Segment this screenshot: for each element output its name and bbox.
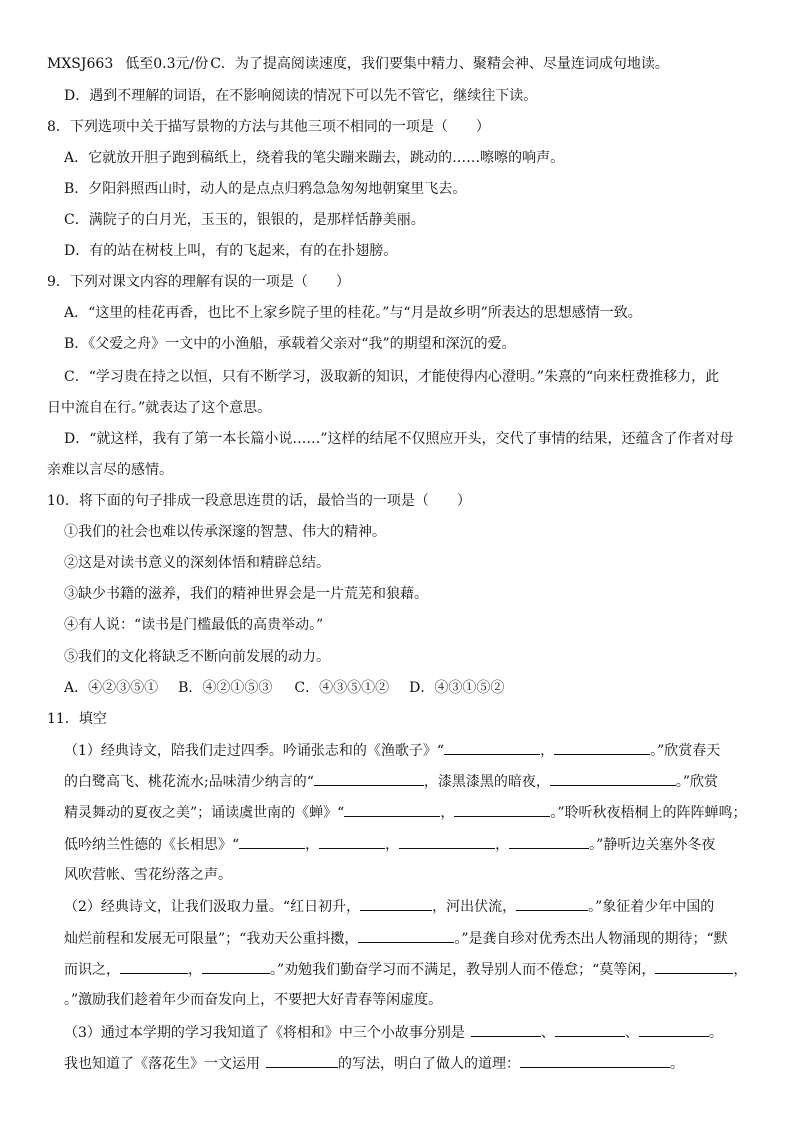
q10-sentence-4: ④有人说：“读书是门槛最低的高贵举动。” [64, 617, 324, 633]
q8-stem: 8．下列选项中关于描写景物的方法与其他三项不相同的一项是（ ） [47, 119, 490, 135]
q7-option-c: C．为了提高阅读速度，我们要集中精力、聚精会神、尽量连词成句地读。 [210, 56, 669, 72]
text: 我也知道了《落花生》一文运用 [64, 1056, 260, 1072]
text: 。”是龚自珍对优秀杰出人物涌现的期待；“默 [454, 931, 728, 947]
q11-p2-line1 [64, 896, 714, 917]
text: ， [188, 962, 202, 978]
text: 。 [670, 1056, 684, 1072]
q11-p2-line4 [64, 990, 442, 1010]
answer-blank[interactable] [444, 740, 540, 755]
answer-blank[interactable] [520, 1053, 670, 1068]
q10-sentence-3: ③缺少书籍的滋养，我们的精神世界会是一片荒芜和狼藉。 [64, 586, 428, 602]
q9-option-c-line2: 日中流自在行。”就表达了这个意思。 [47, 400, 272, 416]
text: （1）经典诗文，陪我们走过四季。吟诵张志和的《渔歌子》“ [64, 743, 445, 759]
answer-blank[interactable] [239, 834, 305, 849]
answer-blank[interactable] [554, 740, 650, 755]
q11-p1-line5: 风吹营帐、雪花纷落之声。 [64, 867, 232, 883]
answer-blank[interactable] [550, 771, 676, 786]
answer-blank[interactable] [454, 802, 550, 817]
text: 、 [540, 1025, 555, 1041]
q7-option-d: D．遇到不理解的词语，在不影响阅读的情况下可以先不管它，继续往下读。 [64, 88, 538, 104]
text: 低吟纳兰性德的《长相思》“ [64, 837, 240, 853]
q10-sentence-2: ②这是对读书意义的深刻体悟和精辟总结。 [64, 555, 330, 571]
q11-p1-line2 [64, 771, 718, 792]
text: 。”劝勉我们勤奋学习而不满足，教导别人而不倦怠；“莫等闲， [270, 962, 656, 978]
q8-option-b: B．夕阳斜照西山时，动人的是点点归鸦急急匆匆地朝窠里飞去。 [64, 181, 467, 197]
q8-option-a: A．它就放开胆子跑到稿纸上，绕着我的笔尖蹦来蹦去，跳动的……嚓嚓的响声。 [64, 150, 565, 166]
text: ，漆黑漆黑的暗夜， [423, 774, 550, 790]
q10-option-c: C．④③⑤①② [294, 680, 390, 696]
text: ，河出伏流， [432, 899, 517, 915]
q11-p3-line2 [64, 1053, 684, 1074]
answer-blank[interactable] [509, 834, 589, 849]
q9-option-d-line2: 亲难以言尽的感情。 [47, 462, 173, 478]
q9-option-c-line1: C．“学习贵在持之以恒，只有不断学习，汲取新的知识，才能使得内心澄明。”朱熹的“向来枉费推移力，此 [64, 369, 720, 385]
answer-blank[interactable] [360, 896, 432, 911]
answer-blank[interactable] [314, 771, 424, 786]
answer-blank[interactable] [202, 959, 270, 974]
q11-p3-line1 [64, 1022, 723, 1043]
text: 。”聆听秋夜梧桐上的阵阵蝉鸣； [550, 805, 747, 821]
text: ， [440, 805, 455, 821]
q9-stem: 9．下列对课文内容的理解有误的一项是（ ） [47, 274, 350, 290]
q11-p1-line3 [64, 802, 747, 823]
q10-sentence-1: ①我们的社会也难以传承深邃的智慧、伟大的精神。 [64, 524, 386, 540]
text: 、 [624, 1025, 639, 1041]
text: 。”激励我们趁着年少而奋发向上，不要把大好青春等闲虚度。 [64, 992, 443, 1008]
text: 。”欣赏 [675, 774, 719, 790]
q11-stem: 11．填空 [47, 711, 107, 727]
answer-blank[interactable] [555, 1022, 625, 1037]
answer-blank[interactable] [120, 959, 188, 974]
q10-option-b: B．④②①⑤③ [178, 680, 273, 696]
q11-p2-line3 [64, 959, 747, 980]
text: ， [305, 837, 320, 853]
answer-blank[interactable] [399, 834, 495, 849]
q10-option-a: A．④②③⑤① [64, 680, 159, 696]
text: 。”欣赏春天 [650, 743, 721, 759]
text: 的写法，明白了做人的道理： [338, 1056, 520, 1072]
text: 而识之， [64, 962, 120, 978]
text: 。”静听边关塞外冬夜 [589, 837, 716, 853]
text: ， [385, 837, 400, 853]
q9-option-d-line1: D．“就这样，我有了第一本长篇小说……”这样的结尾不仅照应开头，交代了事情的结果，还蕴含了作者对母 [64, 431, 734, 447]
answer-blank[interactable] [639, 1022, 709, 1037]
text: ， [540, 743, 555, 759]
q10-stem: 10．将下面的句子排成一段意思连贯的话，最恰当的一项是（ ） [47, 493, 471, 509]
q10-sentence-5: ⑤我们的文化将缺乏不断向前发展的动力。 [64, 649, 330, 665]
answer-blank[interactable] [358, 928, 454, 943]
answer-blank[interactable] [319, 834, 385, 849]
answer-blank[interactable] [516, 896, 588, 911]
price-note: 低至0.3元/份 [125, 56, 209, 72]
text: 。”象征着少年中国的 [588, 899, 715, 915]
text: 灿烂前程和发展无可限量”；“我劝天公重抖擞， [64, 931, 359, 947]
q7-option-c-line [47, 54, 669, 74]
q10-option-d: D．④③①⑤② [409, 680, 505, 696]
q10-options [64, 678, 504, 698]
text: ， [733, 962, 748, 978]
text: 精灵舞动的夏夜之美”；诵读虞世南的《蝉》“ [64, 805, 345, 821]
text: （3）通过本学期的学习我知道了《将相和》中三个小故事分别是 [64, 1025, 465, 1041]
q11-p2-line2 [64, 928, 728, 949]
q11-p1-line4 [64, 834, 715, 855]
text: ， [495, 837, 510, 853]
q11-p1-line1 [64, 740, 720, 761]
answer-blank[interactable] [655, 959, 733, 974]
answer-blank[interactable] [471, 1022, 541, 1037]
text: 的白鹭高飞、桃花流水;品味清少纳言的“ [64, 774, 314, 790]
q8-option-c: C．满院子的白月光，玉玉的，银银的，是那样恬静美丽。 [64, 212, 425, 228]
q9-option-b: B．《父爱之舟》一文中的小渔船，承载着父亲对“我”的期望和深沉的爱。 [64, 336, 516, 352]
answer-blank[interactable] [344, 802, 440, 817]
text: 。 [708, 1025, 723, 1041]
text: （2）经典诗文，让我们汲取力量。“红日初升， [64, 899, 361, 915]
answer-blank[interactable] [266, 1053, 338, 1068]
watermark-code: MXSJ663 [47, 56, 114, 72]
q8-option-d: D．有的站在树枝上叫，有的飞起来，有的在扑翅膀。 [64, 243, 398, 259]
q9-option-a: A．“这里的桂花再香，也比不上家乡院子里的桂花。”与“月是故乡明”所表达的思想感情一致。 [64, 305, 642, 321]
